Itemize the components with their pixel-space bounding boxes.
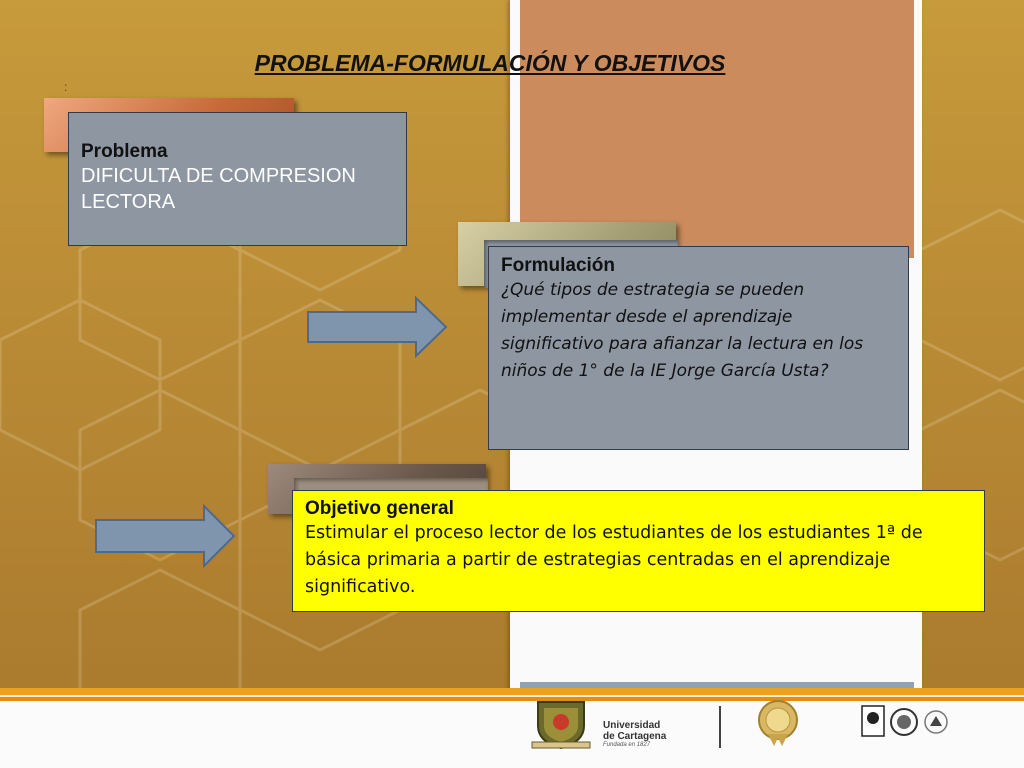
colon-mark: : [64, 80, 68, 94]
formulation-box [488, 246, 909, 450]
arrow-right-icon [306, 296, 450, 358]
problem-box [68, 112, 407, 246]
footer-stripe-orange [0, 688, 1024, 695]
orange-decor-block [520, 0, 914, 258]
problem-text: DIFICULTA DE COMPRESION LECTORA [81, 165, 356, 213]
university-name: Universidad de Cartagena [603, 720, 667, 742]
certification-logo-icon [860, 704, 954, 742]
slide-title: PROBLEMA-FORMULACIÓN Y OBJETIVOS [254, 50, 726, 76]
university-crest-icon [530, 698, 592, 750]
objective-box [292, 490, 985, 612]
formulation-heading: Formulación [501, 255, 616, 276]
arrow-right-icon [94, 504, 238, 568]
quality-seal-icon [754, 698, 802, 748]
objective-text: Estimular el proceso lector de los estudiantes de los estudiantes 1ª de básica primaria a partir de estrategias centradas en el aprendizaje significativo. [305, 523, 923, 597]
problem-heading: Problema [81, 141, 168, 162]
footer-divider [719, 706, 721, 748]
university-founded: Fundada en 1827 [603, 742, 651, 748]
formulation-text: ¿Qué tipos de estrategia se pueden implementar desde el aprendizaje significativo para afianzar la lectura en los niños de 1° de la IE Jorge García Usta? [501, 280, 864, 381]
objective-heading: Objetivo general [305, 498, 454, 519]
